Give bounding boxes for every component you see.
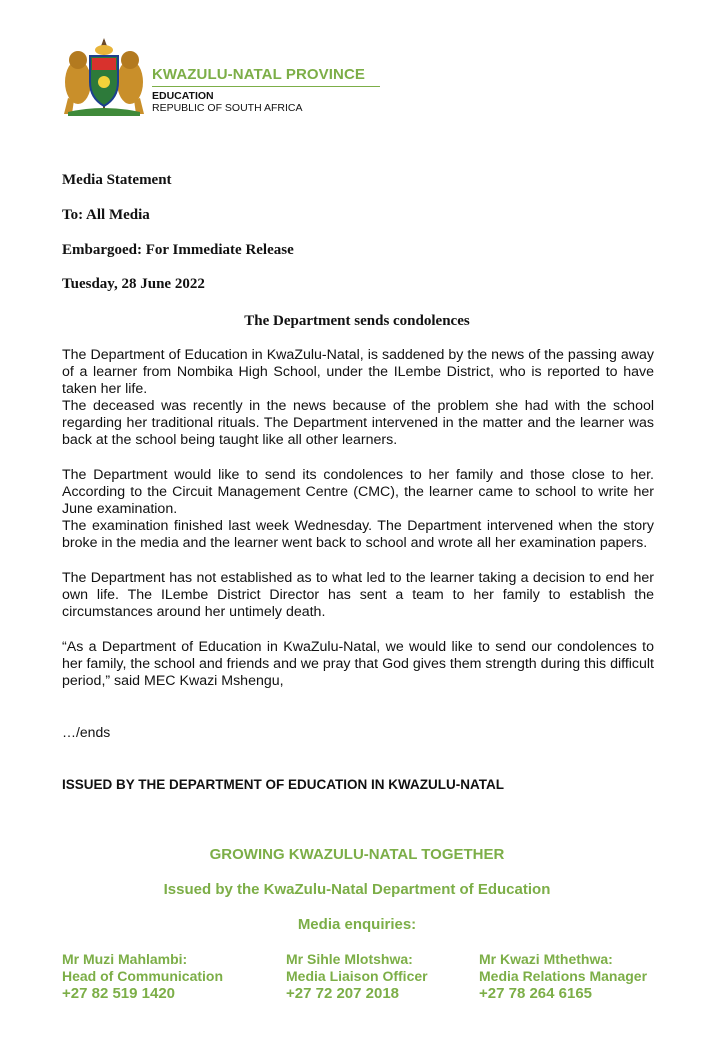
contact-role: Head of Communication [62,968,224,984]
letterhead [60,38,390,118]
contact-card [286,951,428,1002]
contact-name: Mr Kwazi Mthethwa: [479,951,613,967]
body-paragraph: The examination finished last week Wednesday. The Department intervened when the story broke in the media and the learner went back to school and wrote all her examination papers. [62,518,654,551]
body-paragraph: The deceased was recently in the news because of the problem she had with the school regarding her traditional rituals. The Department intervened in the matter and the learner was back at the school being taught like all other learners. [62,398,654,448]
contact-card [62,951,223,1002]
embargo-line: Embargoed: For Immediate Release [62,242,294,258]
contact-name: Mr Sihle Mlotshwa: [286,951,413,967]
body-paragraph: The Department would like to send its condolences to her family and those close to her. According to the Circuit Management Centre (CMC), the learner came to school to write her June examination. [62,467,654,517]
province-name: KWAZULU-NATAL PROVINCE [152,66,366,83]
contact-role: Media Relations Manager [479,968,648,984]
slogan: GROWING KWAZULU-NATAL TOGETHER [209,846,505,863]
date-line: Tuesday, 28 June 2022 [62,276,205,292]
body-paragraph: The Department has not established as to what led to the learner taking a decision to end her own life. The ILembe District Director has sent a team to her family to establish the circumstances around her untimely death. [62,570,654,620]
country-name: REPUBLIC OF SOUTH AFRICA [152,102,303,114]
coat-of-arms-logo [60,38,148,118]
contact-name: Mr Muzi Mahlambi: [62,951,188,967]
issued-statement: Issued by the KwaZulu-Natal Department of Education [163,881,551,898]
contact-phone: +27 82 519 1420 [62,985,176,1002]
media-enquiries-heading: Media enquiries: [297,916,417,933]
recipient-line: To: All Media [62,207,150,223]
contact-phone: +27 78 264 6165 [479,985,593,1002]
ends-marker: …/ends [62,724,111,740]
issued-by-line: ISSUED BY THE DEPARTMENT OF EDUCATION IN KWAZULU-NATAL [62,777,504,792]
statement-type: Media Statement [62,172,172,188]
contact-role: Media Liaison Officer [286,968,428,984]
statement-title: The Department sends condolences [244,313,470,329]
header-divider [152,86,380,87]
contact-phone: +27 72 207 2018 [286,985,400,1002]
quote-paragraph: “As a Department of Education in KwaZulu-Natal, we would like to send our condolences to her family, the school and friends and we pray that God gives them strength during this difficult period,” said MEC Kwazi Mshengu, [62,639,654,689]
department-name: EDUCATION [152,90,214,102]
contact-card [479,951,647,1002]
organisation-block [152,66,380,114]
body-paragraph: The Department of Education in KwaZulu-Natal, is saddened by the news of the passing away of a learner from Nombika High School, under the ILembe District, who is reported to have taken her life. [62,347,654,397]
